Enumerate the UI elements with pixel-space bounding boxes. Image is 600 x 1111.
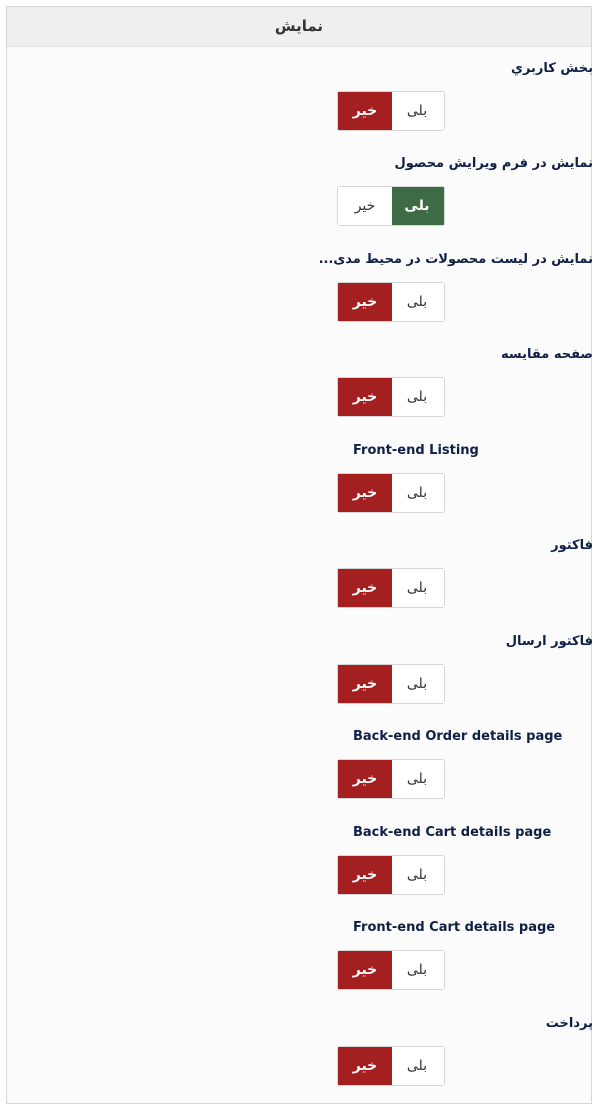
field-compare-page (7, 343, 591, 433)
yes-no-toggle (337, 568, 445, 608)
yes-no-toggle (337, 377, 445, 417)
yes-no-toggle (337, 664, 445, 704)
yes-button[interactable]: بلی (390, 283, 444, 321)
field-label: صفحه مقایسه (501, 347, 593, 362)
yes-button[interactable]: بلی (390, 1047, 444, 1085)
yes-no-toggle (337, 1046, 445, 1086)
yes-button[interactable]: بلی (390, 665, 444, 703)
field-label: Front-end Listing (353, 443, 479, 458)
field-frontend-cart-details (7, 916, 591, 1006)
no-button[interactable]: خیر (338, 378, 392, 416)
field-frontend-listing (7, 439, 591, 529)
yes-no-toggle (337, 855, 445, 895)
field-label: نمایش در لیست محصولات در محیط مدی... (318, 252, 593, 267)
yes-no-toggle (337, 759, 445, 799)
no-button[interactable]: خیر (338, 760, 392, 798)
no-button[interactable]: خیر (338, 474, 392, 512)
no-button[interactable]: خیر (338, 1047, 392, 1085)
field-user-section (7, 57, 591, 147)
field-payment (7, 1012, 591, 1102)
no-button[interactable]: خیر (338, 283, 392, 321)
yes-button[interactable]: بلی (390, 474, 444, 512)
field-backend-order-details (7, 725, 591, 815)
yes-button[interactable]: بلی (390, 92, 444, 130)
yes-no-toggle (337, 91, 445, 131)
no-button[interactable]: خیر (338, 92, 392, 130)
yes-no-toggle (337, 186, 445, 226)
field-invoice (7, 534, 591, 624)
no-button[interactable]: خیر (338, 856, 392, 894)
yes-button[interactable]: بلی (390, 187, 444, 225)
yes-no-toggle (337, 473, 445, 513)
field-label: فاکتور (551, 538, 593, 553)
field-label: پرداخت (545, 1016, 593, 1031)
panel-title: نمایش (274, 17, 324, 35)
yes-button[interactable]: بلی (390, 760, 444, 798)
panel-header (7, 7, 591, 47)
field-shipping-invoice (7, 630, 591, 720)
no-button[interactable]: خیر (338, 569, 392, 607)
field-label: بخش کاربري (511, 61, 593, 76)
field-label: فاکتور ارسال (505, 634, 593, 649)
display-settings-panel (6, 6, 592, 1104)
field-backend-cart-details (7, 821, 591, 911)
no-button[interactable]: خیر (338, 187, 392, 225)
field-product-edit-form (7, 152, 591, 242)
field-label: نمایش در فرم ویرایش محصول (394, 156, 593, 171)
field-label: Front-end Cart details page (353, 920, 556, 935)
yes-button[interactable]: بلی (390, 378, 444, 416)
field-admin-product-list (7, 248, 591, 338)
yes-button[interactable]: بلی (390, 569, 444, 607)
field-label: Back-end Cart details page (353, 825, 552, 840)
field-label: Back-end Order details page (353, 729, 563, 744)
yes-button[interactable]: بلی (390, 856, 444, 894)
yes-no-toggle (337, 282, 445, 322)
no-button[interactable]: خیر (338, 665, 392, 703)
no-button[interactable]: خیر (338, 951, 392, 989)
yes-no-toggle (337, 950, 445, 990)
yes-button[interactable]: بلی (390, 951, 444, 989)
